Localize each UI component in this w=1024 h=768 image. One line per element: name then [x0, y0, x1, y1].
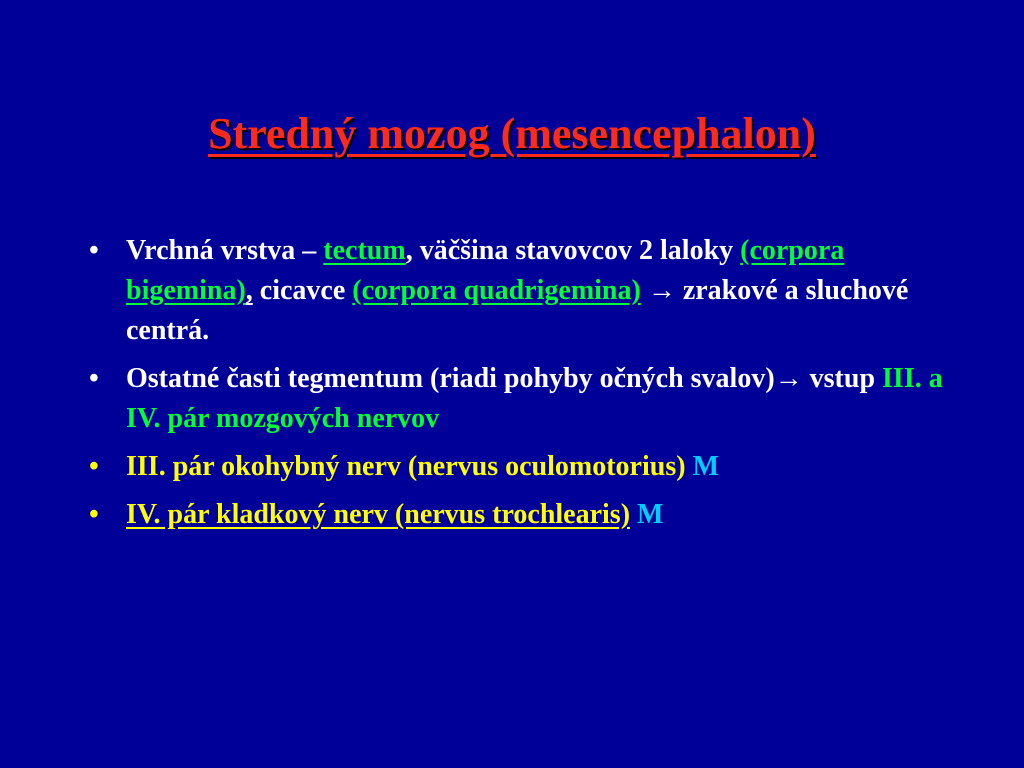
label-m: M	[630, 499, 664, 530]
bullet-text: → zrakové a sluchové centrá.	[126, 275, 909, 346]
term-corpora-bigemina: (corpora bigemina)	[126, 235, 845, 306]
bullet-list	[89, 231, 949, 543]
bullet-dot-icon: •	[89, 235, 99, 266]
bullet-dot-icon: •	[89, 451, 99, 482]
bullet-text: Ostatné časti tegmentum (riadi pohyby očných svalov)	[126, 363, 775, 394]
bullet-text: , väčšina stavovcov 2 laloky	[405, 235, 741, 266]
term-cranial-nerves: III. a IV. pár mozgových nervov	[126, 363, 943, 434]
bullet-text: vstup	[802, 363, 883, 394]
bullet-tectum	[89, 231, 949, 351]
comma-text: ,	[245, 275, 253, 306]
bullet-text: cicavce	[252, 275, 353, 306]
term-corpora-quadrigemina: (corpora quadrigemina)	[352, 275, 641, 306]
label-m: M	[685, 451, 719, 482]
bullet-oculomotor	[89, 447, 949, 487]
bullet-dot-icon: •	[89, 499, 99, 530]
bullet-trochlear	[89, 495, 949, 535]
arrow-right-icon: →	[774, 363, 803, 394]
term-trochlearis: IV. pár kladkový nerv (nervus trochlearis)	[126, 499, 631, 530]
bullet-text: Vrchná vrstva –	[126, 235, 324, 266]
bullet-tegmentum	[89, 359, 949, 439]
bullet-dot-icon: •	[89, 363, 99, 394]
term-oculomotorius: III. pár okohybný nerv (nervus oculomotorius)	[126, 451, 686, 482]
slide-title: Stredný mozog (mesencephalon)	[208, 109, 816, 158]
term-tectum: tectum	[323, 235, 406, 266]
